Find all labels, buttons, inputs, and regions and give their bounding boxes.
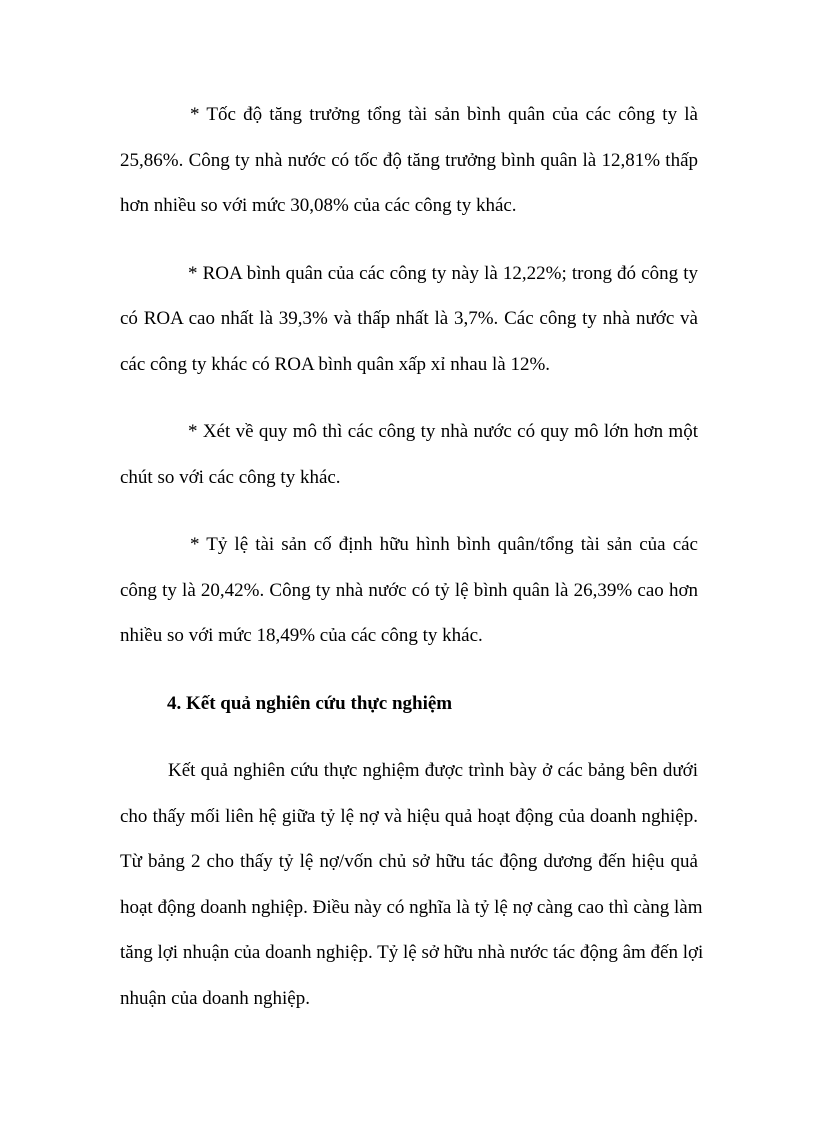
document-page <box>120 92 704 1021</box>
text-line: các công ty khác có ROA bình quân xấp xỉ nhau là 12%. <box>120 353 551 375</box>
paragraph-scale <box>120 409 698 500</box>
text-line: nhuận của doanh nghiệp. <box>120 987 310 1009</box>
paragraph-roa <box>120 251 698 388</box>
text-line: tăng lợi nhuận của doanh nghiệp. Tỷ lệ sở hữu nhà nước tác động âm đến lợi <box>120 942 704 963</box>
text-line: hoạt động doanh nghiệp. Điều này có nghĩa là tỷ lệ nợ càng cao thì càng làm <box>120 896 703 918</box>
text-line: nhiều so với mức 18,49% của các công ty khác. <box>120 625 483 646</box>
text-line: * Xét về quy mô thì các công ty nhà nước có quy mô lớn hơn một <box>188 421 698 442</box>
text-line: * Tỷ lệ tài sản cố định hữu hình bình quân/tổng tài sản của các <box>190 534 698 555</box>
text-line: * ROA bình quân của các công ty này là 12,22%; trong đó công ty <box>188 262 698 284</box>
text-line: công ty là 20,42%. Công ty nhà nước có tỷ lệ bình quân là 26,39% cao hơn <box>120 579 698 601</box>
paragraph-results <box>120 748 704 1021</box>
paragraph-fixed-assets <box>120 522 698 659</box>
text-line: Kết quả nghiên cứu thực nghiệm được trình bày ở các bảng bên dưới <box>168 760 698 781</box>
text-line: 25,86%. Công ty nhà nước có tốc độ tăng trưởng bình quân là 12,81% thấp <box>120 149 698 171</box>
section-heading: 4. Kết quả nghiên cứu thực nghiệm <box>167 692 453 714</box>
paragraph-asset-growth <box>120 92 698 229</box>
text-line: chút so với các công ty khác. <box>120 466 341 488</box>
text-line: * Tốc độ tăng trưởng tổng tài sản bình quân của các công ty là <box>190 104 698 125</box>
text-line: có ROA cao nhất là 39,3% và thấp nhất là 3,7%. Các công ty nhà nước và <box>120 308 698 329</box>
text-line: cho thấy mối liên hệ giữa tỷ lệ nợ và hiệu quả hoạt động của doanh nghiệp. <box>120 805 698 827</box>
text-line: Từ bảng 2 cho thấy tỷ lệ nợ/vốn chủ sở hữu tác động dương đến hiệu quả <box>120 851 698 872</box>
text-line: hơn nhiều so với mức 30,08% của các công ty khác. <box>120 195 517 216</box>
